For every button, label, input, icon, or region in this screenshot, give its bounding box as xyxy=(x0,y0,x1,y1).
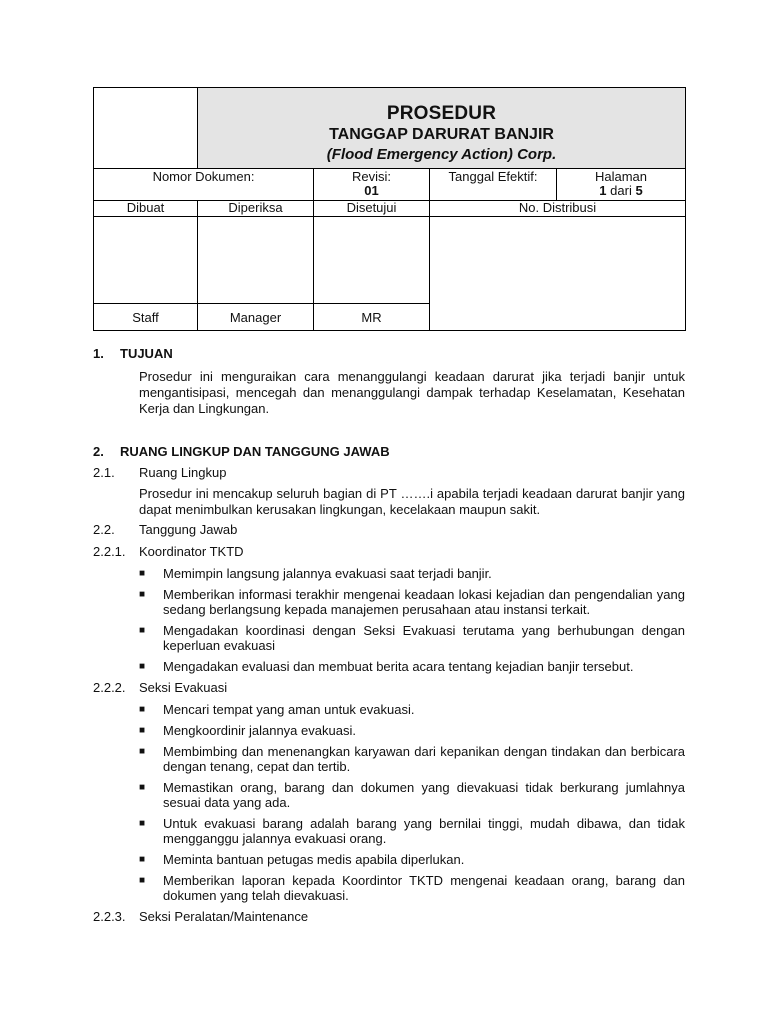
distribusi-label: No. Distribusi xyxy=(430,201,686,217)
diperiksa-label: Diperiksa xyxy=(198,201,314,217)
distribusi-box xyxy=(430,217,686,331)
bullet-icon: ■ xyxy=(139,725,146,736)
section-2-2-1-title: Koordinator TKTD xyxy=(139,544,244,559)
halaman-current: 1 xyxy=(599,183,607,198)
section-2-number: 2. xyxy=(93,444,104,459)
section-2-1-text: Prosedur ini mencakup seluruh bagian di PT …….i apabila terjadi keadaan darurat banjir yang dapat menimbulkan kerusakan lingkungan, kecelakaan maupun sakit. xyxy=(139,486,685,517)
bullet-icon: ■ xyxy=(139,661,146,672)
section-2-1-number: 2.1. xyxy=(93,465,115,480)
nomor-dokumen-label: Nomor Dokumen: xyxy=(152,169,255,184)
disetujui-label: Disetujui xyxy=(314,201,430,217)
tanggal-efektif-cell xyxy=(430,169,557,201)
document-body xyxy=(93,340,685,925)
section-2-2-heading xyxy=(93,522,685,538)
logo-cell xyxy=(94,88,198,169)
section-2-1-title: Ruang Lingkup xyxy=(139,465,227,480)
list-item: ■ Mengadakan evaluasi dan membuat berita acara tentang kejadian banjir tersebut. xyxy=(139,659,634,674)
section-1-number: 1. xyxy=(93,346,104,361)
title-cell xyxy=(198,88,686,169)
section-1-text: Prosedur ini menguraikan cara menanggulangi keadaan darurat jika terjadi banjir untuk mengantisipasi, mencegah dan menanggulangi dampak terhadap Keselamatan, Kesehatan Kerja dan Lingkungan. xyxy=(139,369,685,416)
section-2-2-2-number: 2.2.2. xyxy=(93,680,126,695)
signature-box-diperiksa xyxy=(198,217,314,304)
section-2-2-2-heading xyxy=(93,680,685,696)
list-item: ■ Mengkoordinir jalannya evakuasi. xyxy=(139,723,356,738)
section-2-2-title: Tanggung Jawab xyxy=(139,522,238,537)
section-1-heading xyxy=(93,346,685,361)
section-2-2-2-list xyxy=(93,702,685,903)
halaman-total: 5 xyxy=(635,183,643,198)
section-2-2-3-heading xyxy=(93,909,685,925)
signature-box-dibuat xyxy=(94,217,198,304)
bullet-icon: ■ xyxy=(139,704,146,715)
document-title: PROSEDUR xyxy=(386,103,497,124)
section-2-2-2-title: Seksi Evakuasi xyxy=(139,680,228,695)
revisi-value: 01 xyxy=(364,183,379,198)
halaman-cell xyxy=(557,169,686,201)
list-item: ■ Untuk evakuasi barang adalah barang yang bernilai tinggi, mudah dibawa, dan tidak mengganggu jalannya evakuasi orang. xyxy=(139,816,685,846)
bullet-icon: ■ xyxy=(139,625,146,636)
document-header-table xyxy=(93,87,686,331)
section-2-1-heading xyxy=(93,465,685,481)
section-2-2-number: 2.2. xyxy=(93,522,115,537)
halaman-separator: dari xyxy=(610,183,632,198)
list-item: ■ Mencari tempat yang aman untuk evakuasi. xyxy=(139,702,415,717)
bullet-icon: ■ xyxy=(139,568,146,579)
section-2-2-1-heading xyxy=(93,544,685,560)
nomor-dokumen-cell xyxy=(94,169,314,201)
section-2-heading xyxy=(93,444,685,459)
revisi-cell xyxy=(314,169,430,201)
section-1-title: TUJUAN xyxy=(120,346,173,361)
document-subtitle: TANGGAP DARURAT BANJIR xyxy=(329,126,554,143)
bullet-icon: ■ xyxy=(139,746,146,757)
list-item: ■ Memberikan laporan kepada Koordintor TKTD mengenai keadaan orang, barang dan dokumen yang telah dievakuasi. xyxy=(139,873,685,903)
dibuat-label: Dibuat xyxy=(94,201,198,217)
bullet-icon: ■ xyxy=(139,782,146,793)
role-staff: Staff xyxy=(94,304,198,331)
list-item: ■ Memberikan informasi terakhir mengenai keadaan lokasi kejadian dan pengendalian yang sedang berlangsung kepada manajemen perusahaan atau instansi terkait. xyxy=(139,587,685,617)
role-manager: Manager xyxy=(198,304,314,331)
bullet-icon: ■ xyxy=(139,854,146,865)
revisi-label: Revisi: xyxy=(351,169,391,184)
list-item: ■ Meminta bantuan petugas medis apabila diperlukan. xyxy=(139,852,465,867)
list-item: ■ Memimpin langsung jalannya evakuasi saat terjadi banjir. xyxy=(139,566,492,581)
section-2-title: RUANG LINGKUP DAN TANGGUNG JAWAB xyxy=(120,444,390,459)
signature-box-disetujui xyxy=(314,217,430,304)
section-2-2-1-list xyxy=(93,566,685,674)
tanggal-efektif-label: Tanggal Efektif: xyxy=(448,169,538,184)
role-mr: MR xyxy=(314,304,430,331)
list-item: ■ Membimbing dan menenangkan karyawan dari kepanikan dengan tindakan dan berbicara dengan tenang, cepat dan tertib. xyxy=(139,744,685,774)
bullet-icon: ■ xyxy=(139,818,146,829)
list-item: ■ Mengadakan koordinasi dengan Seksi Evakuasi terutama yang berhubungan dengan keperluan evakuasi xyxy=(139,623,685,653)
document-subtitle-english: (Flood Emergency Action) Corp. xyxy=(326,146,557,163)
bullet-icon: ■ xyxy=(139,589,146,600)
list-item: ■ Memastikan orang, barang dan dokumen yang dievakuasi tidak berkurang jumlahnya sesuai data yang ada. xyxy=(139,780,685,810)
section-2-2-3-number: 2.2.3. xyxy=(93,909,126,924)
halaman-label: Halaman xyxy=(594,169,648,184)
section-2-2-1-number: 2.2.1. xyxy=(93,544,126,559)
section-2-2-3-title: Seksi Peralatan/Maintenance xyxy=(139,909,309,924)
bullet-icon: ■ xyxy=(139,875,146,886)
halaman-value xyxy=(557,184,685,198)
